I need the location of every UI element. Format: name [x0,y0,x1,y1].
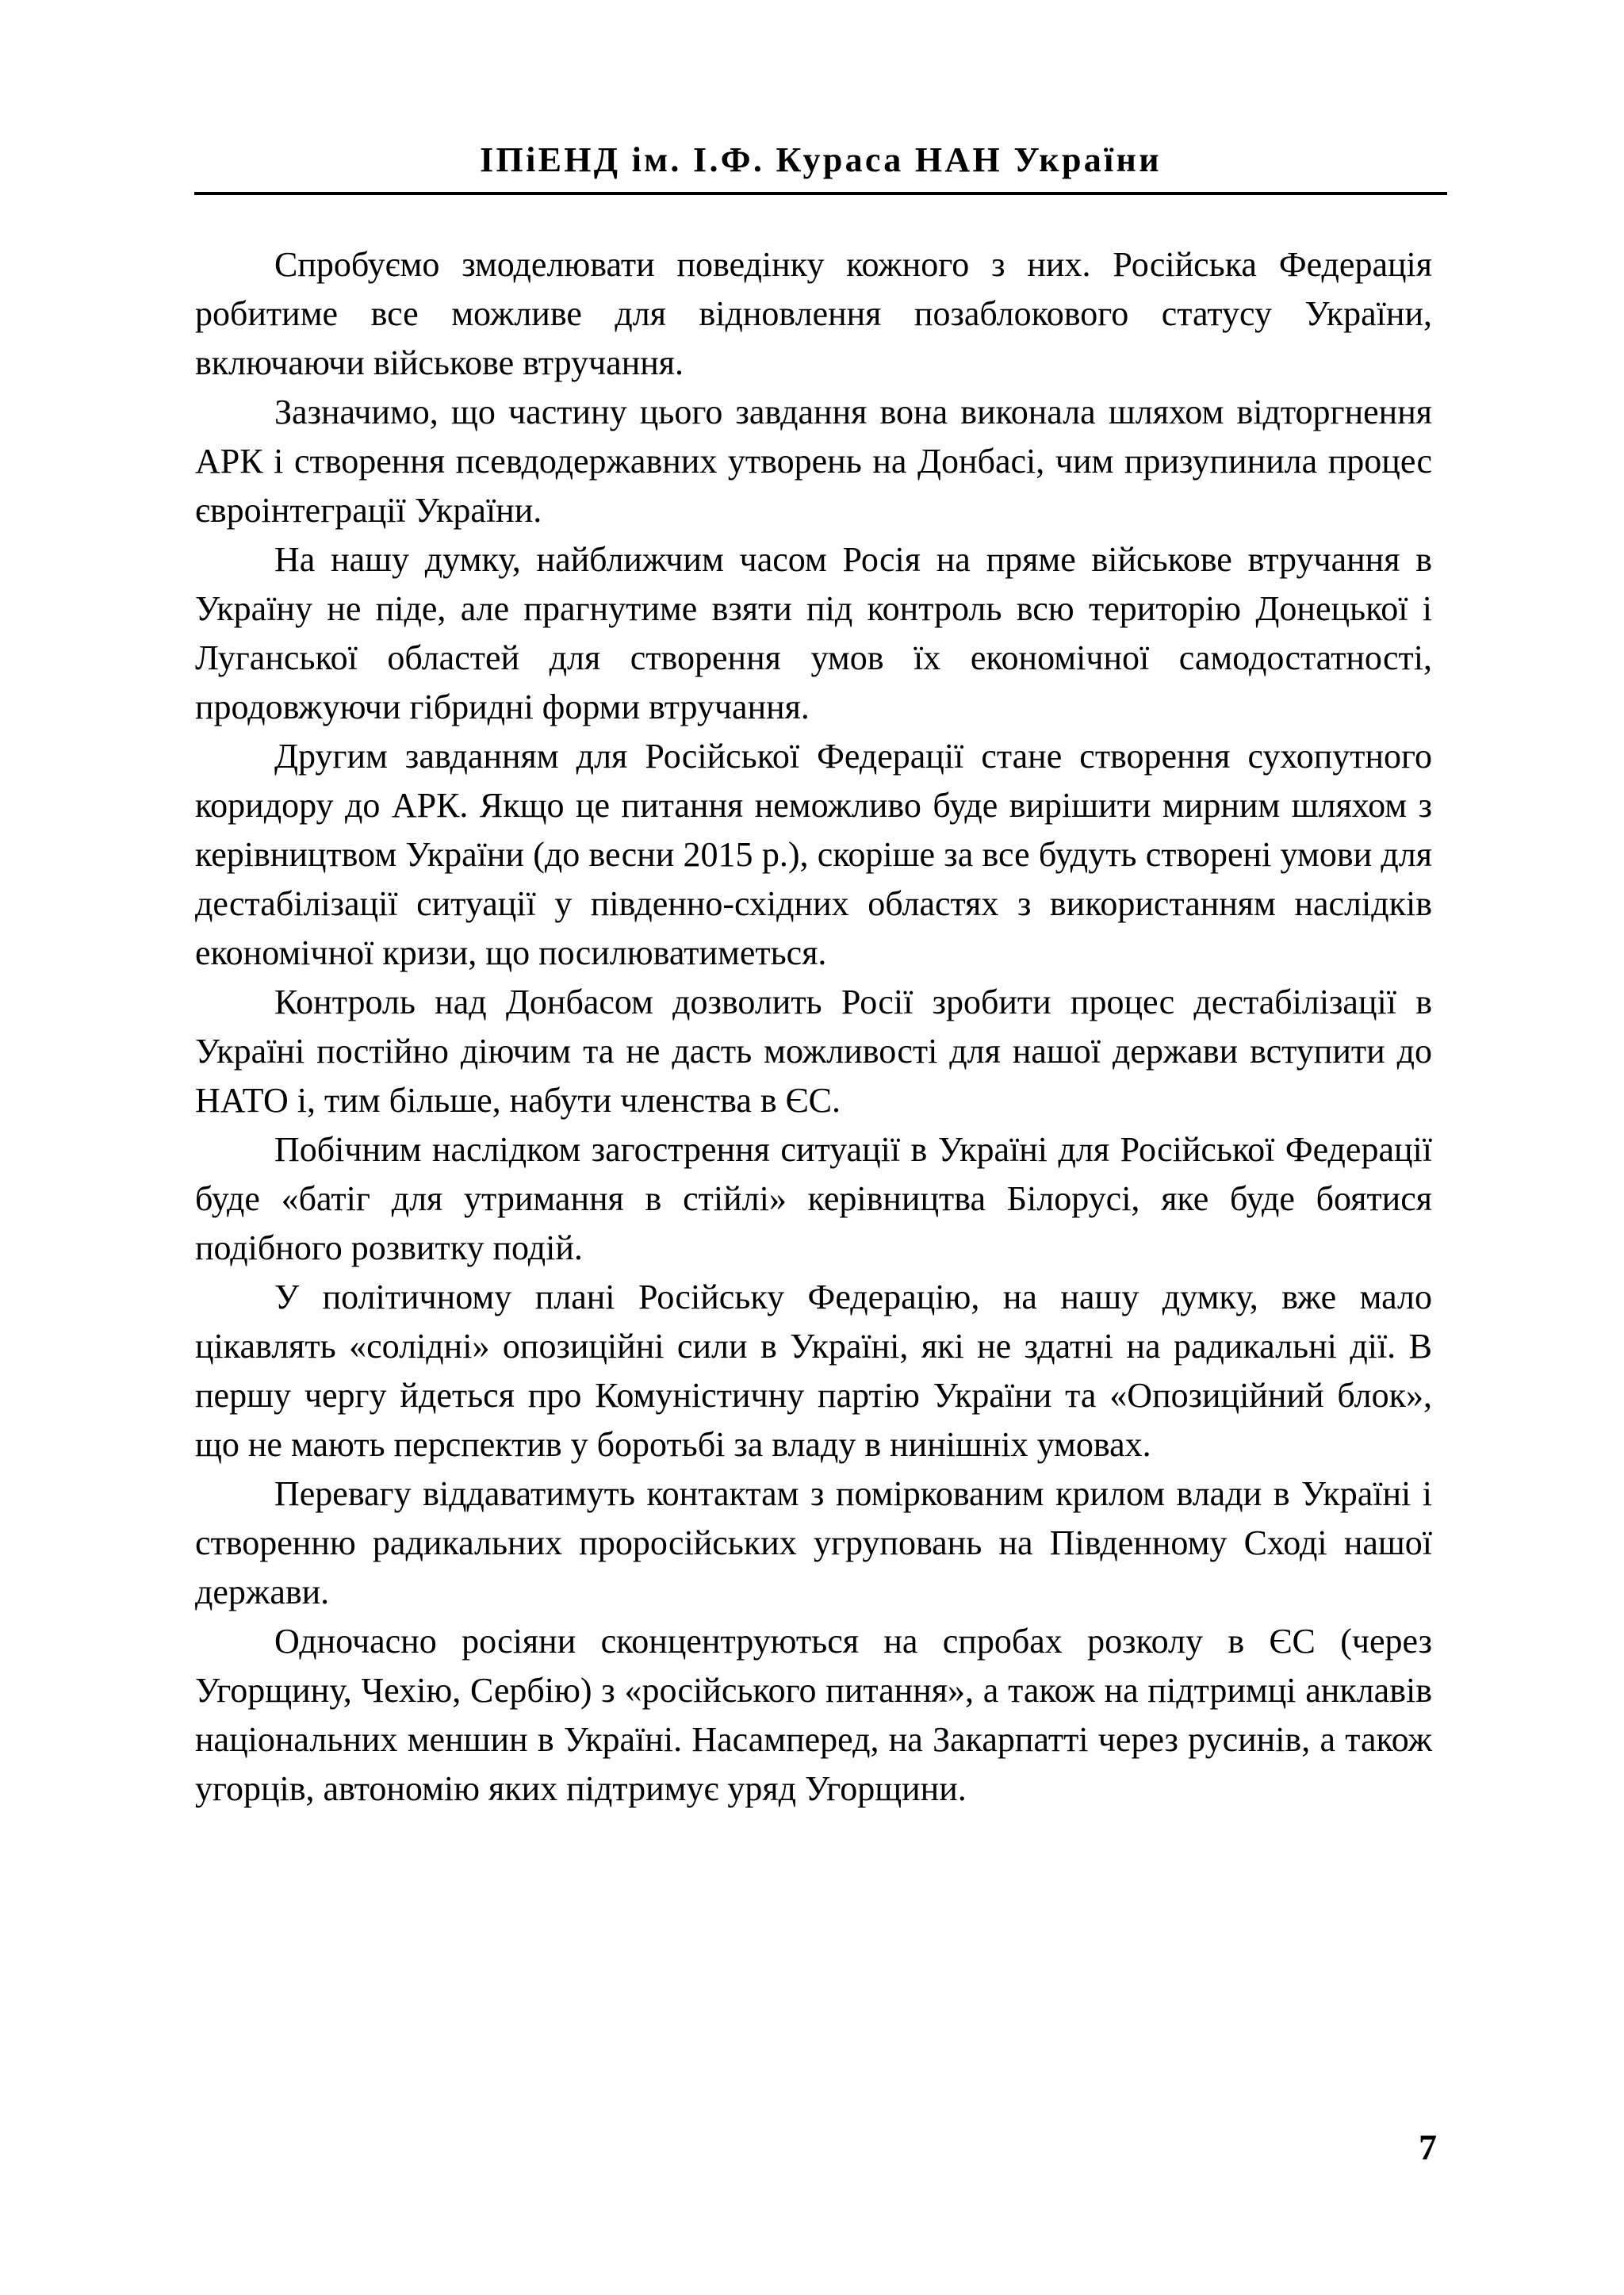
page-header [194,138,1447,193]
paragraph-9: Одночасно росіяни сконцентруються на спробах розколу в ЄС (через Угорщину, Чехію, Сербію) з «російського питання», а також на підтримці анклавів національних меншин в Україні. Насамперед, на Закарпатті через русинів, а також угорців, автономію яких підтримує уряд Угорщини. [195,1622,1432,1808]
paragraph-1: Спробуємо змоделювати поведінку кожного з них. Російська Федерація робитиме все можливе для відновлення позаблокового статусу України, включаючи військове втручання. [195,245,1432,382]
paragraph-4: Другим завданням для Російської Федерації стане створення сухопутного коридору до АРК. Якщо це питання неможливо буде вирішити мирним шляхом з керівництвом України (до весни 2015 р.), скоріше за все будуть створені умови для дестабілізації ситуації у південно-східних областях з використанням наслідків економічної кризи, що посилюватиметься. [195,737,1432,972]
paragraph-6: Побічним наслідком загострення ситуації в Україні для Російської Федерації буде «батіг для утримання в стійлі» керівництва Білорусі, яке буде боятися подібного розвитку подій. [195,1130,1432,1267]
running-title: ІПіЕНД ім. І.Ф. Кураса НАН України [480,140,1162,179]
paragraph-2: Зазначимо, що частину цього завдання вона виконала шляхом відторгнення АРК і створення псевдодержавних утворень на Донбасі, чим призупинила процес євроінтеграції України. [195,393,1432,530]
body-text [195,240,1432,1814]
paragraph-8: Перевагу віддаватимуть контактам з поміркованим крилом влади в Україні і створенню радикальних проросійських угруповань на Південному Сході нашої держави. [195,1474,1432,1611]
paragraph-3: На нашу думку, найближчим часом Росія на пряме військове втручання в Україну не піде, але прагнутиме взяти під контроль всю територію Донецької і Луганської областей для створення умов їх економічної самодостатності, продовжуючи гібридні форми втручання. [195,540,1432,726]
paragraph-7: У політичному плані Російську Федерацію, на нашу думку, вже мало цікавлять «солідні» опозиційні сили в Україні, які не здатні на радикальні дії. В першу чергу йдеться про Комуністичну партію України та «Опозиційний блок», що не мають перспектив у боротьбі за владу в нинішніх умовах. [195,1278,1432,1464]
header-divider [194,192,1447,195]
paragraph-5: Контроль над Донбасом дозволить Росії зробити процес дестабілізації в Україні постійно діючим та не дасть можливості для нашої держави вступити до НАТО і, тим більше, набути членства в ЄС. [195,983,1432,1120]
page-number: 7 [1419,2127,1437,2167]
